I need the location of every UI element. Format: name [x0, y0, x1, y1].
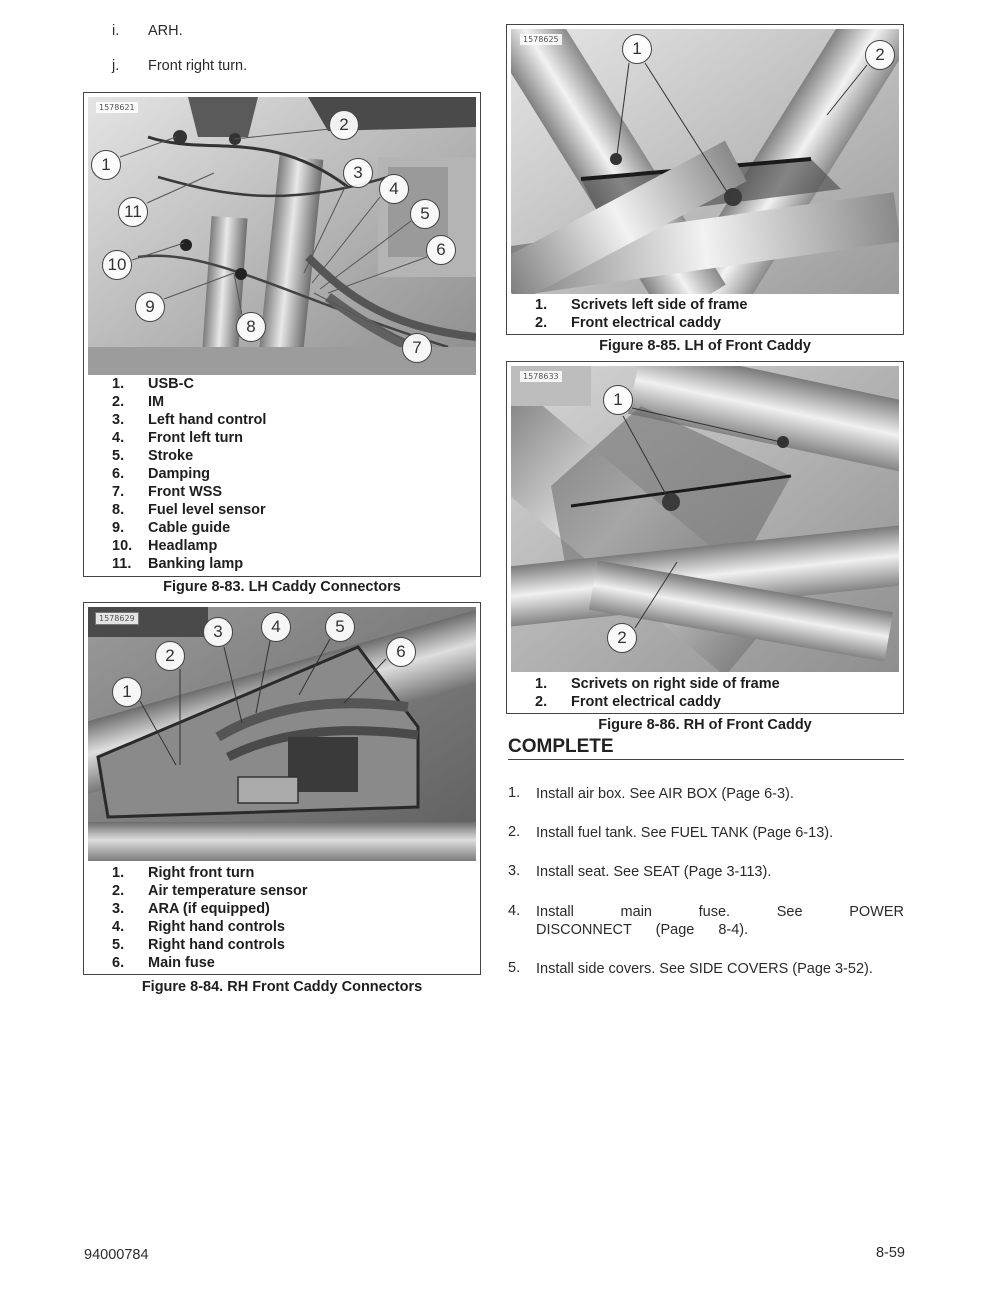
step-text: Install fuel tank. See FUEL TANK (Page 6-13). — [536, 825, 834, 841]
legend-number: 1. — [112, 865, 125, 881]
step-number: i. — [112, 23, 120, 39]
legend-number: 3. — [112, 412, 125, 428]
list-item — [508, 960, 904, 980]
callout-1: 1 — [603, 385, 633, 415]
figure-8-86-legend — [535, 676, 895, 712]
legend-text: Right hand controls — [148, 937, 285, 953]
legend-item — [112, 430, 472, 448]
callout-6: 6 — [426, 235, 456, 265]
legend-item — [535, 694, 895, 712]
figure-8-84-box — [83, 602, 481, 975]
callout-8: 8 — [236, 312, 266, 342]
legend-number: 2. — [112, 394, 125, 410]
step-number: j. — [112, 58, 120, 74]
legend-item — [112, 394, 472, 412]
callout-10: 10 — [102, 250, 132, 280]
legend-item — [112, 556, 472, 574]
legend-text: Front WSS — [148, 484, 223, 500]
step-number: 1. — [508, 785, 521, 801]
figure-8-84-caption: Figure 8-84. RH Front Caddy Connectors — [141, 979, 423, 995]
legend-text: Right front turn — [148, 865, 255, 881]
section-heading: COMPLETE — [508, 736, 904, 760]
legend-item — [112, 520, 472, 538]
legend-item — [112, 466, 472, 484]
list-item — [508, 903, 904, 943]
legend-number: 4. — [112, 430, 125, 446]
list-item — [508, 863, 904, 883]
page-number: 8-59 — [875, 1245, 905, 1261]
figure-image-id: 1578625 — [520, 34, 562, 45]
intro-step-i — [112, 23, 412, 43]
step-text: Install air box. See AIR BOX (Page 6-3). — [536, 786, 794, 802]
legend-text: Right hand controls — [148, 919, 285, 935]
callout-2: 2 — [607, 623, 637, 653]
callout-1: 1 — [91, 150, 121, 180]
legend-number: 1. — [535, 297, 548, 313]
figure-8-83-caption: Figure 8-83. LH Caddy Connectors — [163, 579, 401, 595]
legend-item — [535, 297, 895, 315]
legend-number: 1. — [535, 676, 548, 692]
legend-number: 9. — [112, 520, 125, 536]
legend-item — [112, 484, 472, 502]
callout-1: 1 — [112, 677, 142, 707]
callout-leader-lines — [507, 25, 905, 225]
callout-4: 4 — [379, 174, 409, 204]
legend-item — [535, 676, 895, 694]
legend-number: 4. — [112, 919, 125, 935]
legend-number: 10. — [112, 538, 133, 554]
step-text: ARH. — [148, 23, 183, 39]
figure-8-84-legend — [112, 865, 472, 973]
callout-4: 4 — [261, 612, 291, 642]
legend-number: 7. — [112, 484, 125, 500]
legend-text: Air temperature sensor — [148, 883, 308, 899]
callout-6: 6 — [386, 637, 416, 667]
figure-8-85-box — [506, 24, 904, 335]
callout-leader-lines — [84, 603, 482, 863]
figure-8-85-legend — [535, 297, 895, 333]
legend-text: Front electrical caddy — [571, 694, 721, 710]
figure-8-86-box — [506, 361, 904, 714]
legend-text: Fuel level sensor — [148, 502, 266, 518]
intro-step-j — [112, 58, 412, 78]
step-text: Install side covers. See SIDE COVERS (Page 3-52). — [536, 961, 873, 977]
legend-text: Scrivets left side of frame — [571, 297, 748, 313]
step-text: Install seat. See SEAT (Page 3-113). — [536, 864, 772, 880]
callout-5: 5 — [325, 612, 355, 642]
step-text: Install main fuse. See POWER DISCONNECT (Page 8-4). — [536, 904, 904, 938]
legend-number: 11. — [112, 556, 132, 572]
callout-2: 2 — [865, 40, 895, 70]
list-item — [508, 824, 904, 844]
document-number: 94000784 — [84, 1247, 149, 1263]
figure-8-86-caption: Figure 8-86. RH of Front Caddy — [598, 717, 812, 733]
legend-item — [112, 883, 472, 901]
legend-text: Front left turn — [148, 430, 244, 446]
legend-number: 5. — [112, 448, 125, 464]
callout-3: 3 — [203, 617, 233, 647]
legend-item — [112, 901, 472, 919]
legend-text: Damping — [148, 466, 211, 482]
figure-8-83-box — [83, 92, 481, 577]
callout-2: 2 — [155, 641, 185, 671]
legend-text: Main fuse — [148, 955, 215, 971]
callout-1: 1 — [622, 34, 652, 64]
legend-number: 1. — [112, 376, 125, 392]
legend-text: Headlamp — [148, 538, 218, 554]
legend-text: IM — [148, 394, 165, 410]
legend-number: 6. — [112, 955, 125, 971]
legend-number: 3. — [112, 901, 125, 917]
callout-leader-lines — [507, 362, 905, 662]
legend-item — [112, 937, 472, 955]
legend-item — [112, 412, 472, 430]
legend-item — [112, 502, 472, 520]
step-number: 3. — [508, 863, 521, 879]
figure-8-85-caption: Figure 8-85. LH of Front Caddy — [599, 338, 811, 354]
legend-text: Stroke — [148, 448, 194, 464]
legend-item — [112, 955, 472, 973]
legend-number: 2. — [112, 883, 125, 899]
legend-number: 6. — [112, 466, 125, 482]
callout-7: 7 — [402, 333, 432, 363]
legend-text: ARA (if equipped) — [148, 901, 270, 917]
legend-number: 5. — [112, 937, 125, 953]
callout-5: 5 — [410, 199, 440, 229]
step-number: 5. — [508, 960, 521, 976]
callout-9: 9 — [135, 292, 165, 322]
legend-text: Left hand control — [148, 412, 267, 428]
step-text: Front right turn. — [148, 58, 248, 74]
figure-image-id: 1578629 — [95, 612, 139, 625]
legend-item — [112, 538, 472, 556]
legend-text: Cable guide — [148, 520, 231, 536]
legend-text: Banking lamp — [148, 556, 244, 572]
legend-text: Scrivets on right side of frame — [571, 676, 780, 692]
legend-text: Front electrical caddy — [571, 315, 721, 331]
step-number: 2. — [508, 824, 521, 840]
figure-image-id: 1578621 — [96, 102, 138, 113]
list-item — [508, 785, 904, 805]
step-number: 4. — [508, 903, 521, 919]
callout-3: 3 — [343, 158, 373, 188]
callout-2: 2 — [329, 110, 359, 140]
legend-item — [112, 919, 472, 937]
figure-image-id: 1578633 — [520, 371, 562, 382]
callout-11: 11 — [118, 197, 148, 227]
legend-item — [535, 315, 895, 333]
legend-number: 2. — [535, 315, 548, 331]
figure-8-83-legend — [112, 376, 472, 574]
legend-number: 8. — [112, 502, 125, 518]
legend-item — [112, 448, 472, 466]
legend-text: USB-C — [148, 376, 194, 392]
legend-number: 2. — [535, 694, 548, 710]
legend-item — [112, 865, 472, 883]
